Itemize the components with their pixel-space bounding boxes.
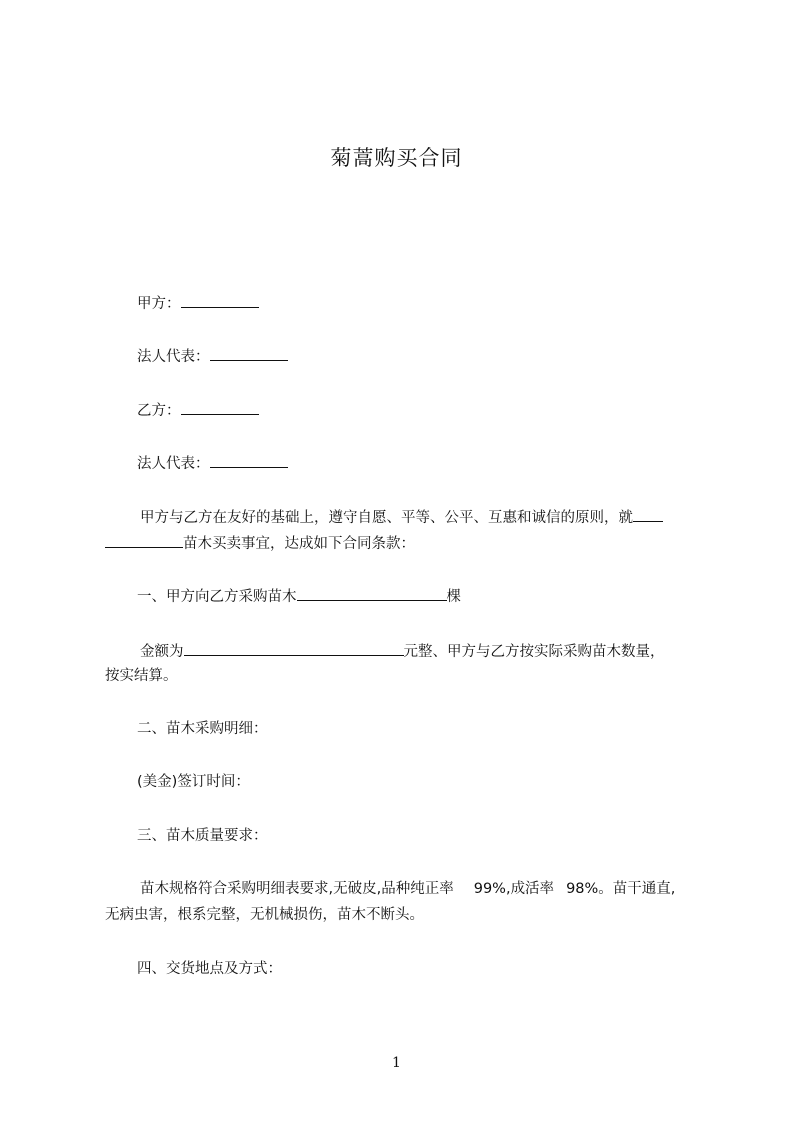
quality-line-2: 无病虫害，根系完整，无机械损伤，苗木不断头。 (105, 907, 424, 923)
document-title: 菊蒿购买合同 (330, 146, 463, 170)
quality-line-1 (140, 879, 675, 899)
quality-text-c: 苗干通直, (612, 881, 676, 897)
clause-1-line (137, 585, 461, 607)
clause-3: 三、苗木质量要求： (137, 828, 268, 844)
quality-text-b: 成活率 (510, 881, 555, 897)
party-b-rep-line (137, 452, 288, 474)
intro-line-1 (140, 506, 663, 528)
party-a-rep-line (137, 345, 288, 367)
intro-line-2 (105, 532, 415, 554)
quality-text-a: 苗木规格符合采购明细表要求,无破皮,品种纯正率 (140, 881, 454, 897)
amount-line-1 (140, 640, 665, 662)
amount-blank[interactable] (184, 640, 404, 656)
intro-text-1: 甲方与乙方在友好的基础上，遵守自愿、平等、公平、互惠和诚信的原则，就 (140, 510, 633, 526)
party-b-blank[interactable] (181, 399, 259, 415)
amount-line-2: 按实结算。 (105, 668, 178, 684)
party-b-label: 乙方： (137, 403, 181, 419)
party-a-rep-blank[interactable] (210, 345, 288, 361)
clause-1-prefix: 一、甲方向乙方采购苗木 (137, 589, 297, 605)
party-a-line (137, 292, 259, 314)
intro-text-2: 苗木买卖事宜，达成如下合同条款： (183, 536, 415, 552)
clause-1-suffix: 棵 (446, 589, 461, 605)
quality-purity-value: 99%, (473, 881, 511, 897)
amount-prefix: 金额为 (140, 644, 184, 660)
clause-4: 四、交货地点及方式： (137, 961, 282, 977)
clause-1-blank[interactable] (297, 585, 447, 601)
party-a-rep-label: 法人代表： (137, 349, 210, 365)
party-a-blank[interactable] (181, 292, 259, 308)
clause-2: 二、苗木采购明细： (137, 721, 268, 737)
intro-blank-b[interactable] (105, 532, 183, 548)
quality-survival-value: 98%。 (566, 881, 613, 897)
amount-suffix: 元整、甲方与乙方按实际采购苗木数量， (403, 644, 665, 660)
party-b-line (137, 399, 259, 421)
intro-blank-a[interactable] (633, 506, 663, 522)
signing-time: (美金)签订时间： (137, 774, 250, 790)
party-b-rep-blank[interactable] (210, 452, 288, 468)
party-a-label: 甲方： (137, 296, 181, 312)
page-number: 1 (392, 1055, 401, 1071)
party-b-rep-label: 法人代表： (137, 456, 210, 472)
